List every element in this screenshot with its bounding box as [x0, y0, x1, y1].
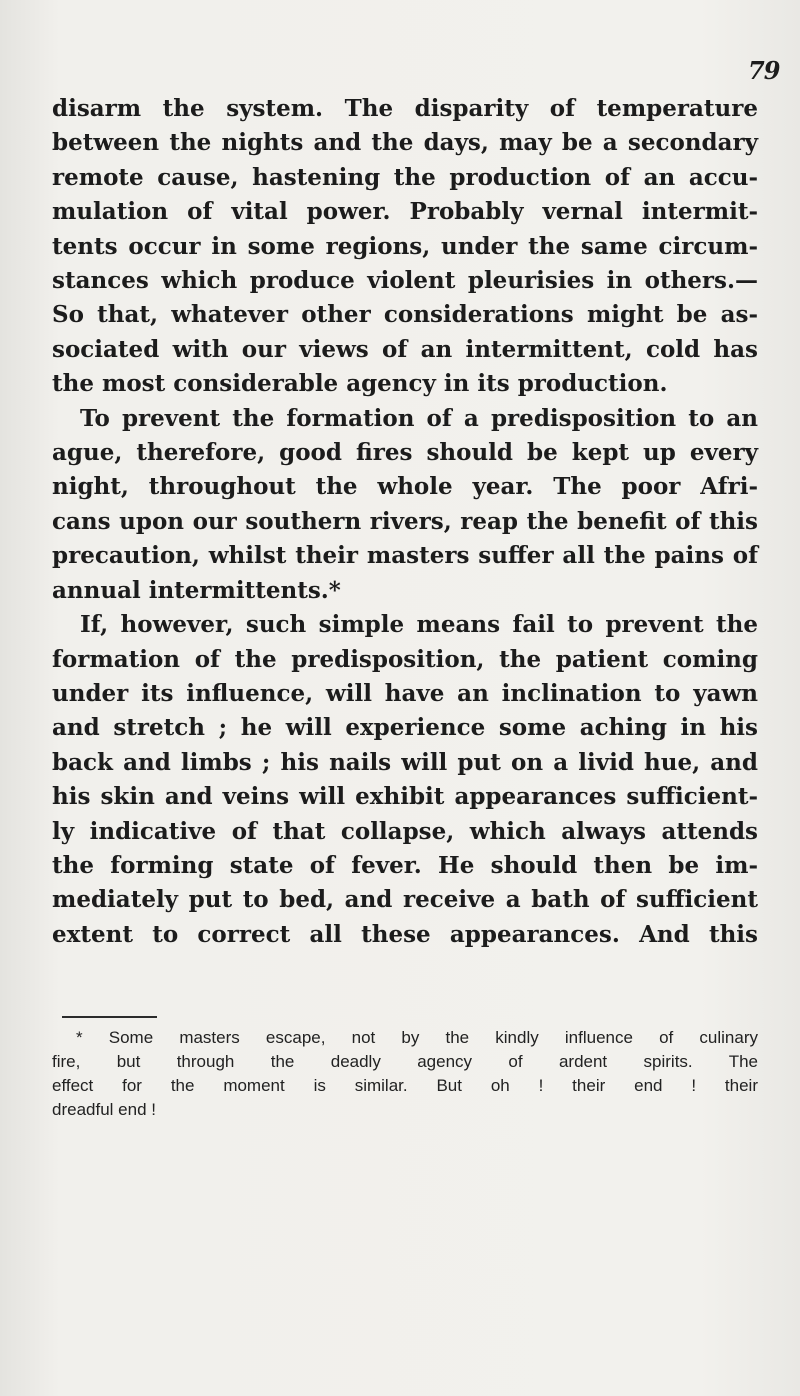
text-line: To prevent the formation of a predisposition to an	[80, 404, 758, 432]
text-line: annual intermittents.*	[52, 576, 341, 604]
text-line: If, however, such simple means fail to prevent the	[80, 611, 758, 639]
text-line: ly indicative of that collapse, which always attends	[52, 817, 758, 845]
footnote	[52, 1026, 758, 1122]
text-line: precaution, whilst their masters suffer all the pains of	[52, 542, 758, 570]
text-line: mulation of vital power. Probably vernal intermit-	[52, 198, 758, 226]
text-line: remote cause, hastening the production of an accu-	[52, 163, 758, 191]
text-line: sociated with our views of an intermittent, cold has	[52, 335, 758, 363]
page-number: 79	[748, 56, 780, 85]
text-line: between the nights and the days, may be a secondary	[52, 129, 758, 157]
text-line: stances which produce violent pleurisies in others.—	[52, 267, 758, 295]
text-line: mediately put to bed, and receive a bath of sufficient	[52, 886, 758, 914]
text-line: cans upon our southern rivers, reap the benefit of this	[52, 507, 758, 535]
footnote-divider	[62, 1016, 157, 1018]
text-line: his skin and veins will exhibit appearances sufficient-	[52, 783, 758, 811]
text-line: and stretch ; he will experience some aching in his	[52, 714, 758, 742]
text-line: night, throughout the whole year. The poor Afri-	[52, 473, 758, 501]
text-line: back and limbs ; his nails will put on a livid hue, and	[52, 748, 758, 776]
text-line: under its influence, will have an inclination to yawn	[52, 679, 758, 707]
text-line: formation of the predisposition, the patient coming	[52, 645, 758, 673]
body-text	[52, 92, 758, 952]
text-line: the most considerable agency in its production.	[52, 370, 668, 398]
text-line: extent to correct all these appearances. And this	[52, 920, 758, 948]
footnote-line: fire, but through the deadly agency of ardent spirits. The	[52, 1052, 758, 1071]
footnote-line: * Some masters escape, not by the kindly influence of culinary	[76, 1028, 758, 1047]
text-line: the forming state of fever. He should then be im-	[52, 851, 758, 879]
footnote-line: dreadful end !	[52, 1100, 156, 1119]
text-line: disarm the system. The disparity of temperature	[52, 95, 758, 122]
text-line: ague, therefore, good fires should be kept up every	[52, 439, 758, 467]
text-line: So that, whatever other considerations might be as-	[52, 301, 758, 329]
text-line: tents occur in some regions, under the same circum-	[52, 232, 758, 260]
footnote-line: effect for the moment is similar. But oh ! their end ! their	[52, 1076, 758, 1095]
